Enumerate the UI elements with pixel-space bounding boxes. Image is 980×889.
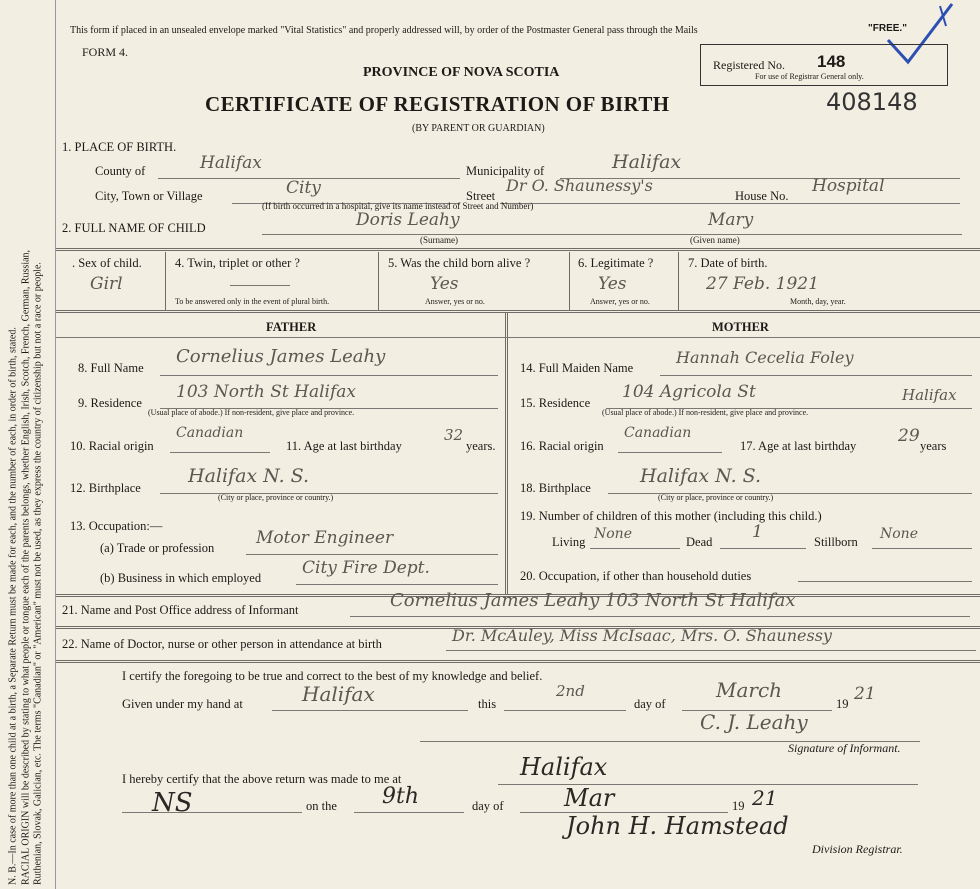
postal-note: This form if placed in an unsealed envelope marked "Vital Statistics" and properly addressed will, by order of the Postmaster General pass through the Mails xyxy=(70,25,698,36)
mother-age-label: 17. Age at last birthday xyxy=(740,439,857,453)
registrar-month-value: Mar xyxy=(564,784,615,812)
side-note xyxy=(3,0,49,889)
father-business-line xyxy=(296,584,498,585)
city-label: City, Town or Village xyxy=(95,189,203,203)
given-place-line xyxy=(272,710,468,711)
registrar-mark: NS xyxy=(152,788,193,818)
mother-racial-label: 16. Racial origin xyxy=(520,439,604,453)
mother-name-line xyxy=(660,375,972,376)
father-name-line xyxy=(160,375,498,376)
child-name-label: 2. FULL NAME OF CHILD xyxy=(62,221,206,235)
registrar-year-value: 21 xyxy=(752,786,778,810)
mother-children-label: 19. Number of children of this mother (including this child.) xyxy=(520,509,822,523)
child-given-value: Mary xyxy=(708,210,754,230)
doctor-line xyxy=(446,650,976,651)
legitimate-value: Yes xyxy=(598,274,627,294)
certificate-subtitle: (BY PARENT OR GUARDIAN) xyxy=(412,123,545,134)
side-note-line3: Ruthenian, Slovak, Galician, etc. The terms "Canadian" or "American" must not be used, as they express the country of citizenship but not a race or people. xyxy=(32,261,44,885)
mother-name-value: Hannah Cecelia Foley xyxy=(676,348,854,367)
twin-label: 4. Twin, triplet or other ? xyxy=(175,256,300,270)
registrar-place-value: Halifax xyxy=(520,753,608,781)
registration-number: 408148 xyxy=(826,88,918,116)
dob-label: 7. Date of birth. xyxy=(688,256,768,270)
hospital-note: (If birth occurred in a hospital, give its name instead of Street and Number) xyxy=(262,201,534,211)
father-birthplace-note: (City or place, province or country.) xyxy=(218,493,334,502)
father-heading: FATHER xyxy=(266,320,317,334)
father-racial-line xyxy=(170,452,270,453)
mother-birthplace-note: (City or place, province or country.) xyxy=(658,493,774,502)
mother-occupation-line xyxy=(798,581,972,582)
doctor-value: Dr. McAuley, Miss McIsaac, Mrs. O. Shaunessy xyxy=(452,626,832,645)
registrar-statement: I hereby certify that the above return was made to me at xyxy=(122,772,402,786)
mother-residence-city: Halifax xyxy=(902,386,957,404)
house-value: Hospital xyxy=(812,176,885,196)
dob-note: Month, day, year. xyxy=(790,297,846,306)
mother-birthplace-value: Halifax N. S. xyxy=(640,465,762,487)
certificate-title: CERTIFICATE OF REGISTRATION OF BIRTH xyxy=(205,92,670,116)
parents-divider xyxy=(505,313,508,594)
father-birthplace-label: 12. Birthplace xyxy=(70,481,141,495)
box-divider xyxy=(378,252,379,310)
county-value: Halifax xyxy=(200,153,262,173)
living-value: None xyxy=(594,526,632,542)
mother-residence-label: 15. Residence xyxy=(520,396,591,410)
mother-residence-note: (Usual place of abode.) If non-resident, give place and province. xyxy=(602,408,809,417)
county-label: County of xyxy=(95,164,146,178)
father-trade-line xyxy=(246,554,498,555)
informant-signature: C. J. Leahy xyxy=(700,710,808,734)
given-day-value: 2nd xyxy=(556,682,585,700)
father-name-value: Cornelius James Leahy xyxy=(176,346,386,367)
street-label: Street xyxy=(466,189,496,203)
certify-statement: I certify the foregoing to be true and correct to the best of my knowledge and belief. xyxy=(122,669,543,683)
registrar-box xyxy=(700,44,948,86)
street-value: Dr O. Shaunessy's xyxy=(506,176,653,195)
box-divider xyxy=(569,252,570,310)
father-racial-label: 10. Racial origin xyxy=(70,439,154,453)
stillborn-label: Stillborn xyxy=(814,535,858,549)
registrar-year-prefix: 19 xyxy=(732,799,745,813)
father-birthplace-value: Halifax N. S. xyxy=(188,465,310,487)
father-trade-value: Motor Engineer xyxy=(256,528,394,548)
dead-line xyxy=(720,548,806,549)
stillborn-value: None xyxy=(880,526,918,542)
child-name-line xyxy=(262,234,962,235)
this-label: this xyxy=(478,697,497,711)
mother-racial-value: Canadian xyxy=(624,425,692,441)
alive-value: Yes xyxy=(430,274,459,294)
on-the-label: on the xyxy=(306,799,337,813)
registrar-mark-line xyxy=(122,812,302,813)
sex-label: . Sex of child. xyxy=(72,256,142,270)
dead-label: Dead xyxy=(686,535,713,549)
mother-racial-line xyxy=(618,452,722,453)
given-day-line xyxy=(504,710,626,711)
place-of-birth-label: 1. PLACE OF BIRTH. xyxy=(62,140,177,154)
father-years: years. xyxy=(466,439,496,453)
side-note-line1: N. B.—In case of more than one child at a birth, a Separate Return must be made for each, and the number of each, in order of birth, stated. xyxy=(7,326,19,885)
form-number: FORM 4. xyxy=(82,45,129,59)
mother-age-value: 29 xyxy=(898,426,920,446)
father-business-label: (b) Business in which employed xyxy=(100,571,262,585)
registrar-caption: Division Registrar. xyxy=(812,842,903,856)
street-line xyxy=(500,203,960,204)
box-divider xyxy=(678,252,679,310)
surname-caption: (Surname) xyxy=(420,235,458,245)
registered-value: 148 xyxy=(817,52,846,71)
given-caption: (Given name) xyxy=(690,235,740,245)
father-age-value: 32 xyxy=(444,426,464,444)
alive-label: 5. Was the child born alive ? xyxy=(388,256,531,270)
father-age-label: 11. Age at last birthday xyxy=(286,439,402,453)
father-residence-note: (Usual place of abode.) If non-resident, give place and province. xyxy=(148,408,355,417)
father-residence-label: 9. Residence xyxy=(78,396,142,410)
rule-parents-top xyxy=(56,310,980,313)
registrar-day-line xyxy=(354,812,464,813)
province-title: PROVINCE OF NOVA SCOTIA xyxy=(363,65,560,80)
given-month-value: March xyxy=(716,678,783,702)
mother-years: years xyxy=(920,439,947,453)
informant-label: 21. Name and Post Office address of Informant xyxy=(62,603,299,617)
dob-value: 27 Feb. 1921 xyxy=(706,274,819,294)
mother-heading: MOTHER xyxy=(712,320,769,334)
legitimate-label: 6. Legitimate ? xyxy=(578,256,654,270)
mother-name-label: 14. Full Maiden Name xyxy=(520,361,634,375)
child-surname-value: Doris Leahy xyxy=(356,210,460,230)
side-note-line2: RACIAL ORIGIN will be described by stating to what people or tongue each of the parents belongs, whether English, Irish, Scotch, French, German, Russian, xyxy=(19,249,31,885)
city-value: City xyxy=(286,178,321,198)
rule-cert-top xyxy=(56,660,980,663)
box-divider xyxy=(165,252,166,310)
father-racial-value: Canadian xyxy=(176,425,244,441)
informant-line xyxy=(350,616,970,617)
dead-value: 1 xyxy=(752,522,763,542)
living-label: Living xyxy=(552,535,586,549)
registrar-place-line xyxy=(498,784,918,785)
informant-value: Cornelius James Leahy 103 North St Halifax xyxy=(390,590,796,611)
registered-label: Registered No. xyxy=(713,58,785,72)
stillborn-line xyxy=(872,548,972,549)
signature-caption: Signature of Informant. xyxy=(788,741,901,755)
mother-occupation-label: 20. Occupation, if other than household duties xyxy=(520,569,752,583)
father-business-value: City Fire Dept. xyxy=(302,558,430,578)
house-label: House No. xyxy=(735,189,789,203)
registrar-day-label: day of xyxy=(472,799,504,813)
side-rule xyxy=(55,0,56,889)
municipality-label: Municipality of xyxy=(466,164,545,178)
heading-rule xyxy=(56,337,980,338)
mother-residence-value: 104 Agricola St xyxy=(622,382,756,402)
registrar-signature: John H. Hamstead xyxy=(566,812,789,840)
father-residence-value: 103 North St Halifax xyxy=(176,382,357,402)
alive-note: Answer, yes or no. xyxy=(425,297,485,306)
twin-note: To be answered only in the event of plural birth. xyxy=(175,297,330,306)
mother-birthplace-label: 18. Birthplace xyxy=(520,481,591,495)
doctor-label: 22. Name of Doctor, nurse or other person in attendance at birth xyxy=(62,637,382,651)
twin-dash xyxy=(230,285,290,286)
father-occupation-label: 13. Occupation:— xyxy=(70,519,163,533)
sex-value: Girl xyxy=(90,274,123,294)
given-year-prefix: 19 xyxy=(836,697,849,711)
given-year-value: 21 xyxy=(854,684,876,704)
municipality-value: Halifax xyxy=(612,151,682,173)
living-line xyxy=(590,548,680,549)
free-mark: "FREE." xyxy=(868,23,907,34)
given-day-label: day of xyxy=(634,697,666,711)
given-place-value: Halifax xyxy=(302,682,375,706)
legitimate-note: Answer, yes or no. xyxy=(590,297,650,306)
registrar-day-value: 9th xyxy=(382,784,420,809)
given-label: Given under my hand at xyxy=(122,697,243,711)
rule-top-boxes xyxy=(56,248,980,251)
father-trade-label: (a) Trade or profession xyxy=(100,541,215,555)
father-name-label: 8. Full Name xyxy=(78,361,144,375)
registrar-use-note: For use of Registrar General only. xyxy=(755,72,864,81)
